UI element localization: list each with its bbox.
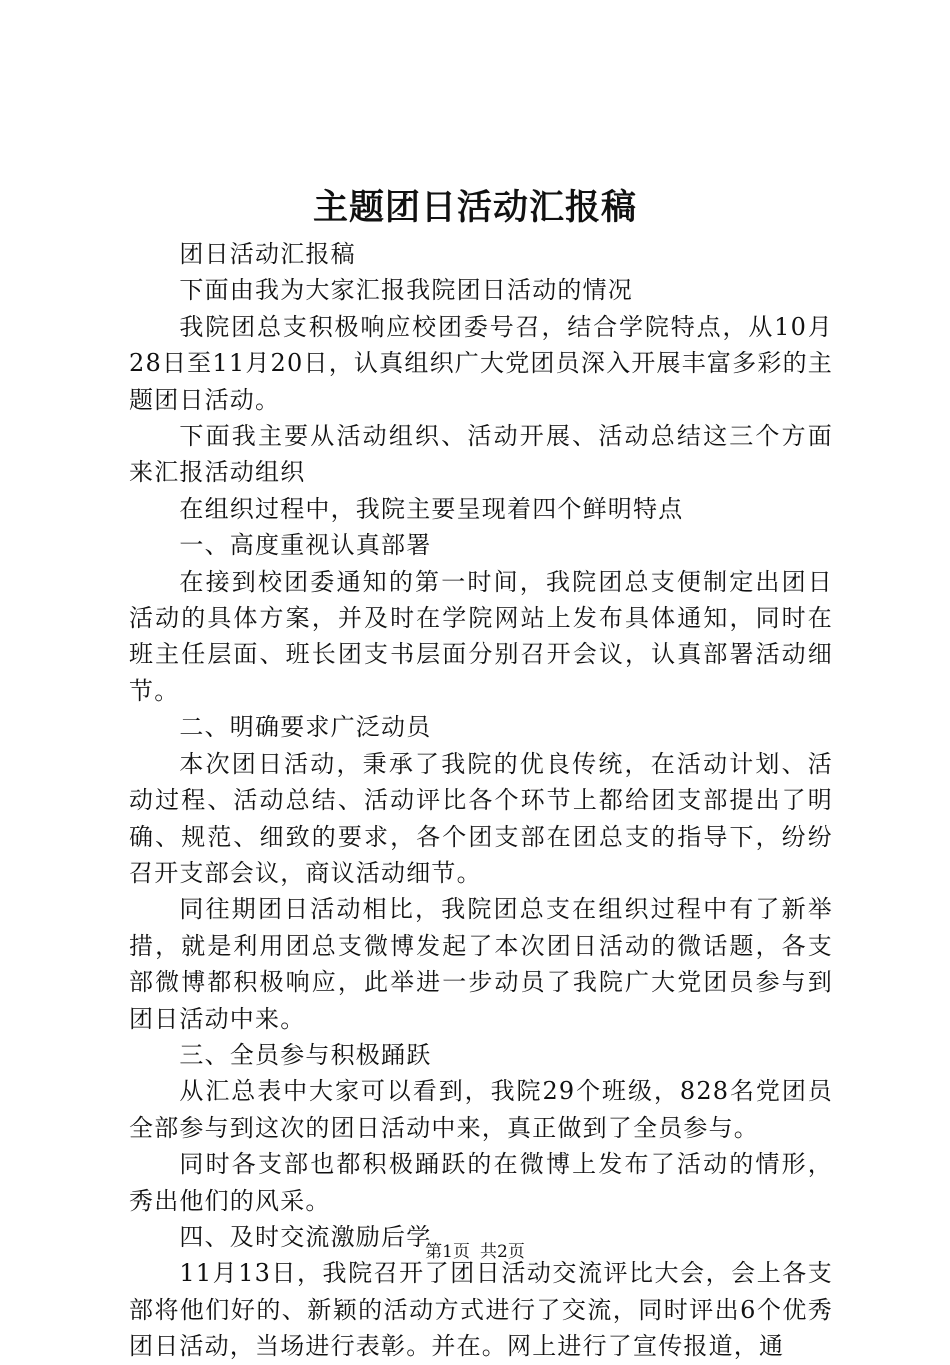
paragraph: 下面由我为大家汇报我院团日活动的情况	[179, 276, 633, 305]
page-number: 第1页	[425, 1242, 470, 1262]
paragraph: 团日活动汇报稿	[179, 240, 356, 268]
paragraph: 11月13日，我院召开了团日活动交流评比大会，会上各支部将他们好的、新颖的活动方式进行了交流，同时评出6个优秀团日活动，当场进行表彰。并在。网上进行了宣传报道，通	[129, 1259, 833, 1361]
paragraph: 在接到校团委通知的第一时间，我院团总支便制定出团日活动的具体方案，并及时在学院网站上发布具体通知，同时在班主任层面、班长团支书层面分别召开会议，认真部署活动细节。	[129, 567, 833, 705]
paragraph: 从汇总表中大家可以看到，我院29个班级，828名党团员全部参与到这次的团日活动中来，真正做到了全员参与。	[129, 1077, 833, 1142]
paragraph: 我院团总支积极响应校团委号召，结合学院特点，从10月28日至11月20日，认真组织广大党团员深入开展丰富多彩的主题团日活动。	[129, 312, 833, 414]
paragraph: 下面我主要从活动组织、活动开展、活动总结这三个方面来汇报活动组织	[129, 422, 833, 487]
paragraph: 同往期团日活动相比，我院团总支在组织过程中有了新举措，就是利用团总支微博发起了本次团日活动的微话题，各支部微博都积极响应，此举进一步动员了我院广大党团员参与到团日活动中来。	[129, 895, 833, 1033]
section-heading: 四、及时交流激励后学	[179, 1222, 432, 1251]
page-total: 共2页	[480, 1242, 525, 1262]
section-heading: 三、全员参与积极踊跃	[179, 1040, 432, 1069]
document-body	[129, 236, 833, 1365]
page-footer	[0, 1240, 950, 1264]
section-heading: 一、高度重视认真部署	[179, 531, 432, 560]
document-title: 主题团日活动汇报稿	[312, 187, 637, 228]
paragraph: 同时各支部也都积极踊跃的在微博上发布了活动的情形，秀出他们的风采。	[129, 1150, 833, 1215]
paragraph: 本次团日活动，秉承了我院的优良传统，在活动计划、活动过程、活动总结、活动评比各个环节上都给团支部提出了明确、规范、细致的要求，各个团支部在团总支的指导下，纷纷召开支部会议，商议活动细节。	[129, 749, 833, 887]
paragraph: 在组织过程中，我院主要呈现着四个鲜明特点	[179, 494, 684, 523]
section-heading: 二、明确要求广泛动员	[179, 713, 432, 742]
